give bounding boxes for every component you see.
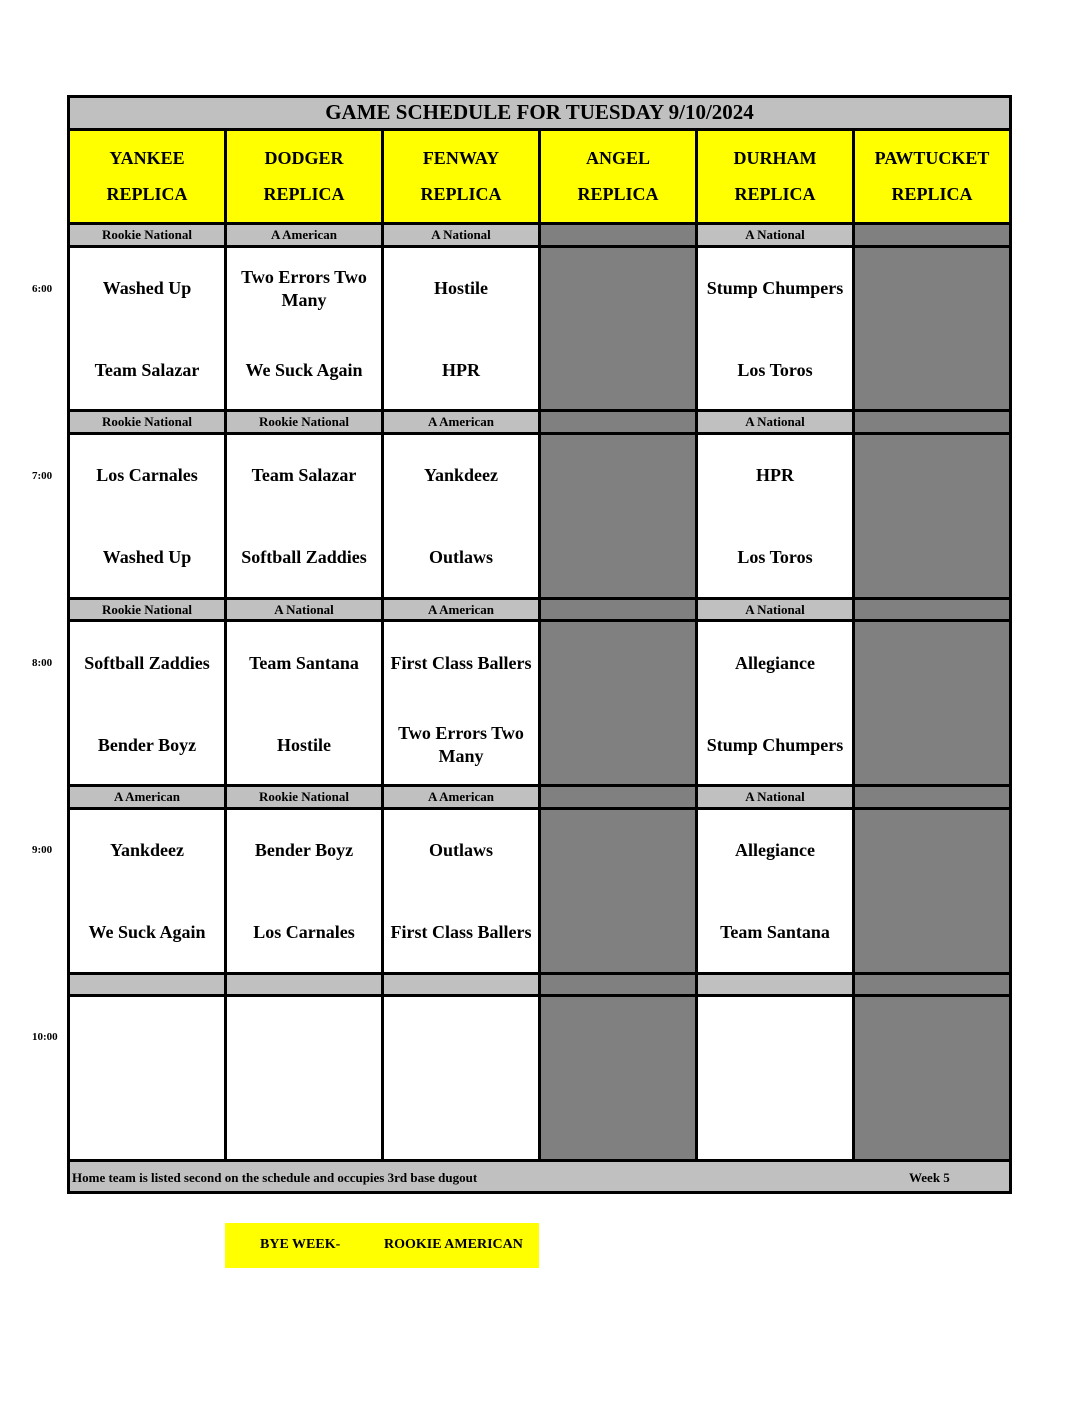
unused-division-cell (854, 786, 1011, 809)
unused-field-cell (854, 808, 1011, 973)
venue-subtitle: REPLICA (420, 184, 502, 205)
home-team (72, 1096, 222, 1144)
bye-week-label: BYE WEEK- (260, 1237, 341, 1252)
game-cell (69, 621, 226, 786)
division-label: Rookie National (226, 786, 383, 809)
game-cell (383, 808, 540, 973)
division-label: Rookie National (69, 598, 226, 621)
away-team: Hostile (434, 278, 488, 299)
time-slot-label: 7:00 (32, 470, 53, 482)
division-row (69, 224, 1011, 247)
away-team (386, 1014, 536, 1062)
division-label: A National (226, 598, 383, 621)
venue-header-dodger (226, 129, 383, 223)
venue-name: DURHAM (733, 148, 817, 169)
division-label: A National (697, 786, 854, 809)
game-cell (226, 433, 383, 598)
away-team: Bender Boyz (254, 840, 354, 861)
home-team: Stump Chumpers (706, 734, 844, 755)
away-team: First Class Ballers (390, 652, 532, 673)
division-label: A National (697, 411, 854, 434)
game-cell (226, 808, 383, 973)
division-label: A American (383, 598, 540, 621)
week-label: Week 5 (909, 1170, 950, 1186)
away-team: Yankdeez (423, 465, 498, 486)
venue-header-durham (697, 129, 854, 223)
venue-header-pawtucket (854, 129, 1011, 223)
division-label (697, 973, 854, 996)
game-row (69, 246, 1011, 411)
schedule-table (67, 95, 1012, 1194)
division-label: Rookie National (226, 411, 383, 434)
division-label: A National (697, 598, 854, 621)
away-team: Team Santana (249, 652, 359, 673)
home-team (386, 1096, 536, 1144)
game-cell (697, 246, 854, 411)
game-cell (69, 996, 226, 1161)
home-team-note: Home team is listed second on the schedule and occupies 3rd base dugout (72, 1170, 478, 1186)
venue-subtitle: REPLICA (263, 184, 345, 205)
home-team: HPR (442, 360, 480, 381)
unused-division-cell (854, 973, 1011, 996)
game-cell (383, 996, 540, 1161)
unused-division-cell (540, 411, 697, 434)
time-slot-label: 8:00 (32, 657, 53, 669)
game-cell (383, 621, 540, 786)
game-row (69, 996, 1011, 1161)
away-team: Team Salazar (251, 465, 357, 486)
away-team: Washed Up (102, 278, 192, 299)
home-team: First Class Ballers (390, 922, 532, 943)
game-cell (226, 996, 383, 1161)
away-team: Stump Chumpers (706, 278, 844, 299)
home-team: Two Errors Two Many (398, 723, 524, 767)
game-cell (226, 621, 383, 786)
unused-field-cell (540, 246, 697, 411)
venue-name: ANGEL (585, 148, 650, 169)
game-cell (69, 808, 226, 973)
division-label: A American (383, 786, 540, 809)
unused-field-cell (540, 433, 697, 598)
game-row (69, 433, 1011, 598)
time-slot-label: 9:00 (32, 844, 53, 856)
game-cell (383, 433, 540, 598)
venue-name: YANKEE (109, 148, 185, 169)
away-team: Two Errors Two Many (241, 266, 367, 310)
game-row (69, 621, 1011, 786)
division-label: A American (226, 224, 383, 247)
unused-field-cell (854, 433, 1011, 598)
away-team: Allegiance (735, 652, 815, 673)
division-label: A National (383, 224, 540, 247)
game-cell (383, 246, 540, 411)
away-team (700, 1014, 850, 1062)
unused-division-cell (540, 598, 697, 621)
away-team: HPR (756, 465, 794, 486)
unused-division-cell (854, 224, 1011, 247)
division-label: A American (69, 786, 226, 809)
venue-header-fenway (383, 129, 540, 223)
division-row (69, 973, 1011, 996)
division-row (69, 786, 1011, 809)
venue-subtitle: REPLICA (891, 184, 973, 205)
time-slot-label: 6:00 (32, 283, 53, 295)
unused-field-cell (540, 996, 697, 1161)
home-team: Outlaws (428, 547, 493, 568)
venue-subtitle: REPLICA (106, 184, 188, 205)
unused-division-cell (540, 224, 697, 247)
game-cell (697, 808, 854, 973)
home-team: Softball Zaddies (241, 547, 367, 568)
unused-field-cell (540, 621, 697, 786)
home-team: Washed Up (102, 547, 192, 568)
unused-field-cell (854, 621, 1011, 786)
bye-week-division: ROOKIE AMERICAN (384, 1237, 523, 1252)
division-label: Rookie National (69, 411, 226, 434)
home-team: Team Salazar (94, 360, 200, 381)
division-label (383, 973, 540, 996)
away-team: Los Carnales (96, 465, 198, 486)
division-label (226, 973, 383, 996)
venue-name: DODGER (264, 148, 344, 169)
game-cell (226, 246, 383, 411)
away-team: Outlaws (428, 840, 493, 861)
unused-field-cell (854, 246, 1011, 411)
home-team (229, 1096, 379, 1144)
game-cell (69, 246, 226, 411)
division-label (69, 973, 226, 996)
division-label: Rookie National (69, 224, 226, 247)
game-row (69, 808, 1011, 973)
venue-header-yankee (69, 129, 226, 223)
venue-subtitle: REPLICA (577, 184, 659, 205)
home-team: We Suck Again (88, 922, 206, 943)
game-cell (697, 433, 854, 598)
division-label: A American (383, 411, 540, 434)
away-team: Yankdeez (109, 840, 184, 861)
away-team (72, 1014, 222, 1062)
game-cell (697, 996, 854, 1161)
home-team: Los Toros (737, 360, 813, 381)
bye-week-banner (225, 1223, 539, 1268)
home-team: We Suck Again (245, 360, 363, 381)
away-team (229, 1014, 379, 1062)
unused-division-cell (854, 411, 1011, 434)
venue-header-row (69, 129, 1011, 223)
home-team: Los Toros (737, 547, 813, 568)
venue-header-angel (540, 129, 697, 223)
home-team: Team Santana (720, 922, 830, 943)
away-team: Softball Zaddies (84, 652, 210, 673)
unused-division-cell (540, 786, 697, 809)
game-cell (69, 433, 226, 598)
division-label: A National (697, 224, 854, 247)
schedule-title: GAME SCHEDULE FOR TUESDAY 9/10/2024 (69, 97, 1011, 130)
home-team (700, 1096, 850, 1144)
venue-name: FENWAY (422, 148, 500, 169)
unused-division-cell (854, 598, 1011, 621)
away-team: Allegiance (735, 840, 815, 861)
unused-field-cell (854, 996, 1011, 1161)
home-team: Bender Boyz (97, 734, 197, 755)
time-slot-label: 10:00 (32, 1031, 58, 1043)
division-row (69, 598, 1011, 621)
unused-field-cell (540, 808, 697, 973)
venue-subtitle: REPLICA (734, 184, 816, 205)
game-cell (697, 621, 854, 786)
venue-name: PAWTUCKET (874, 148, 990, 169)
home-team: Los Carnales (253, 922, 355, 943)
footer-bar (69, 1161, 1011, 1193)
unused-division-cell (540, 973, 697, 996)
division-row (69, 411, 1011, 434)
home-team: Hostile (277, 734, 331, 755)
